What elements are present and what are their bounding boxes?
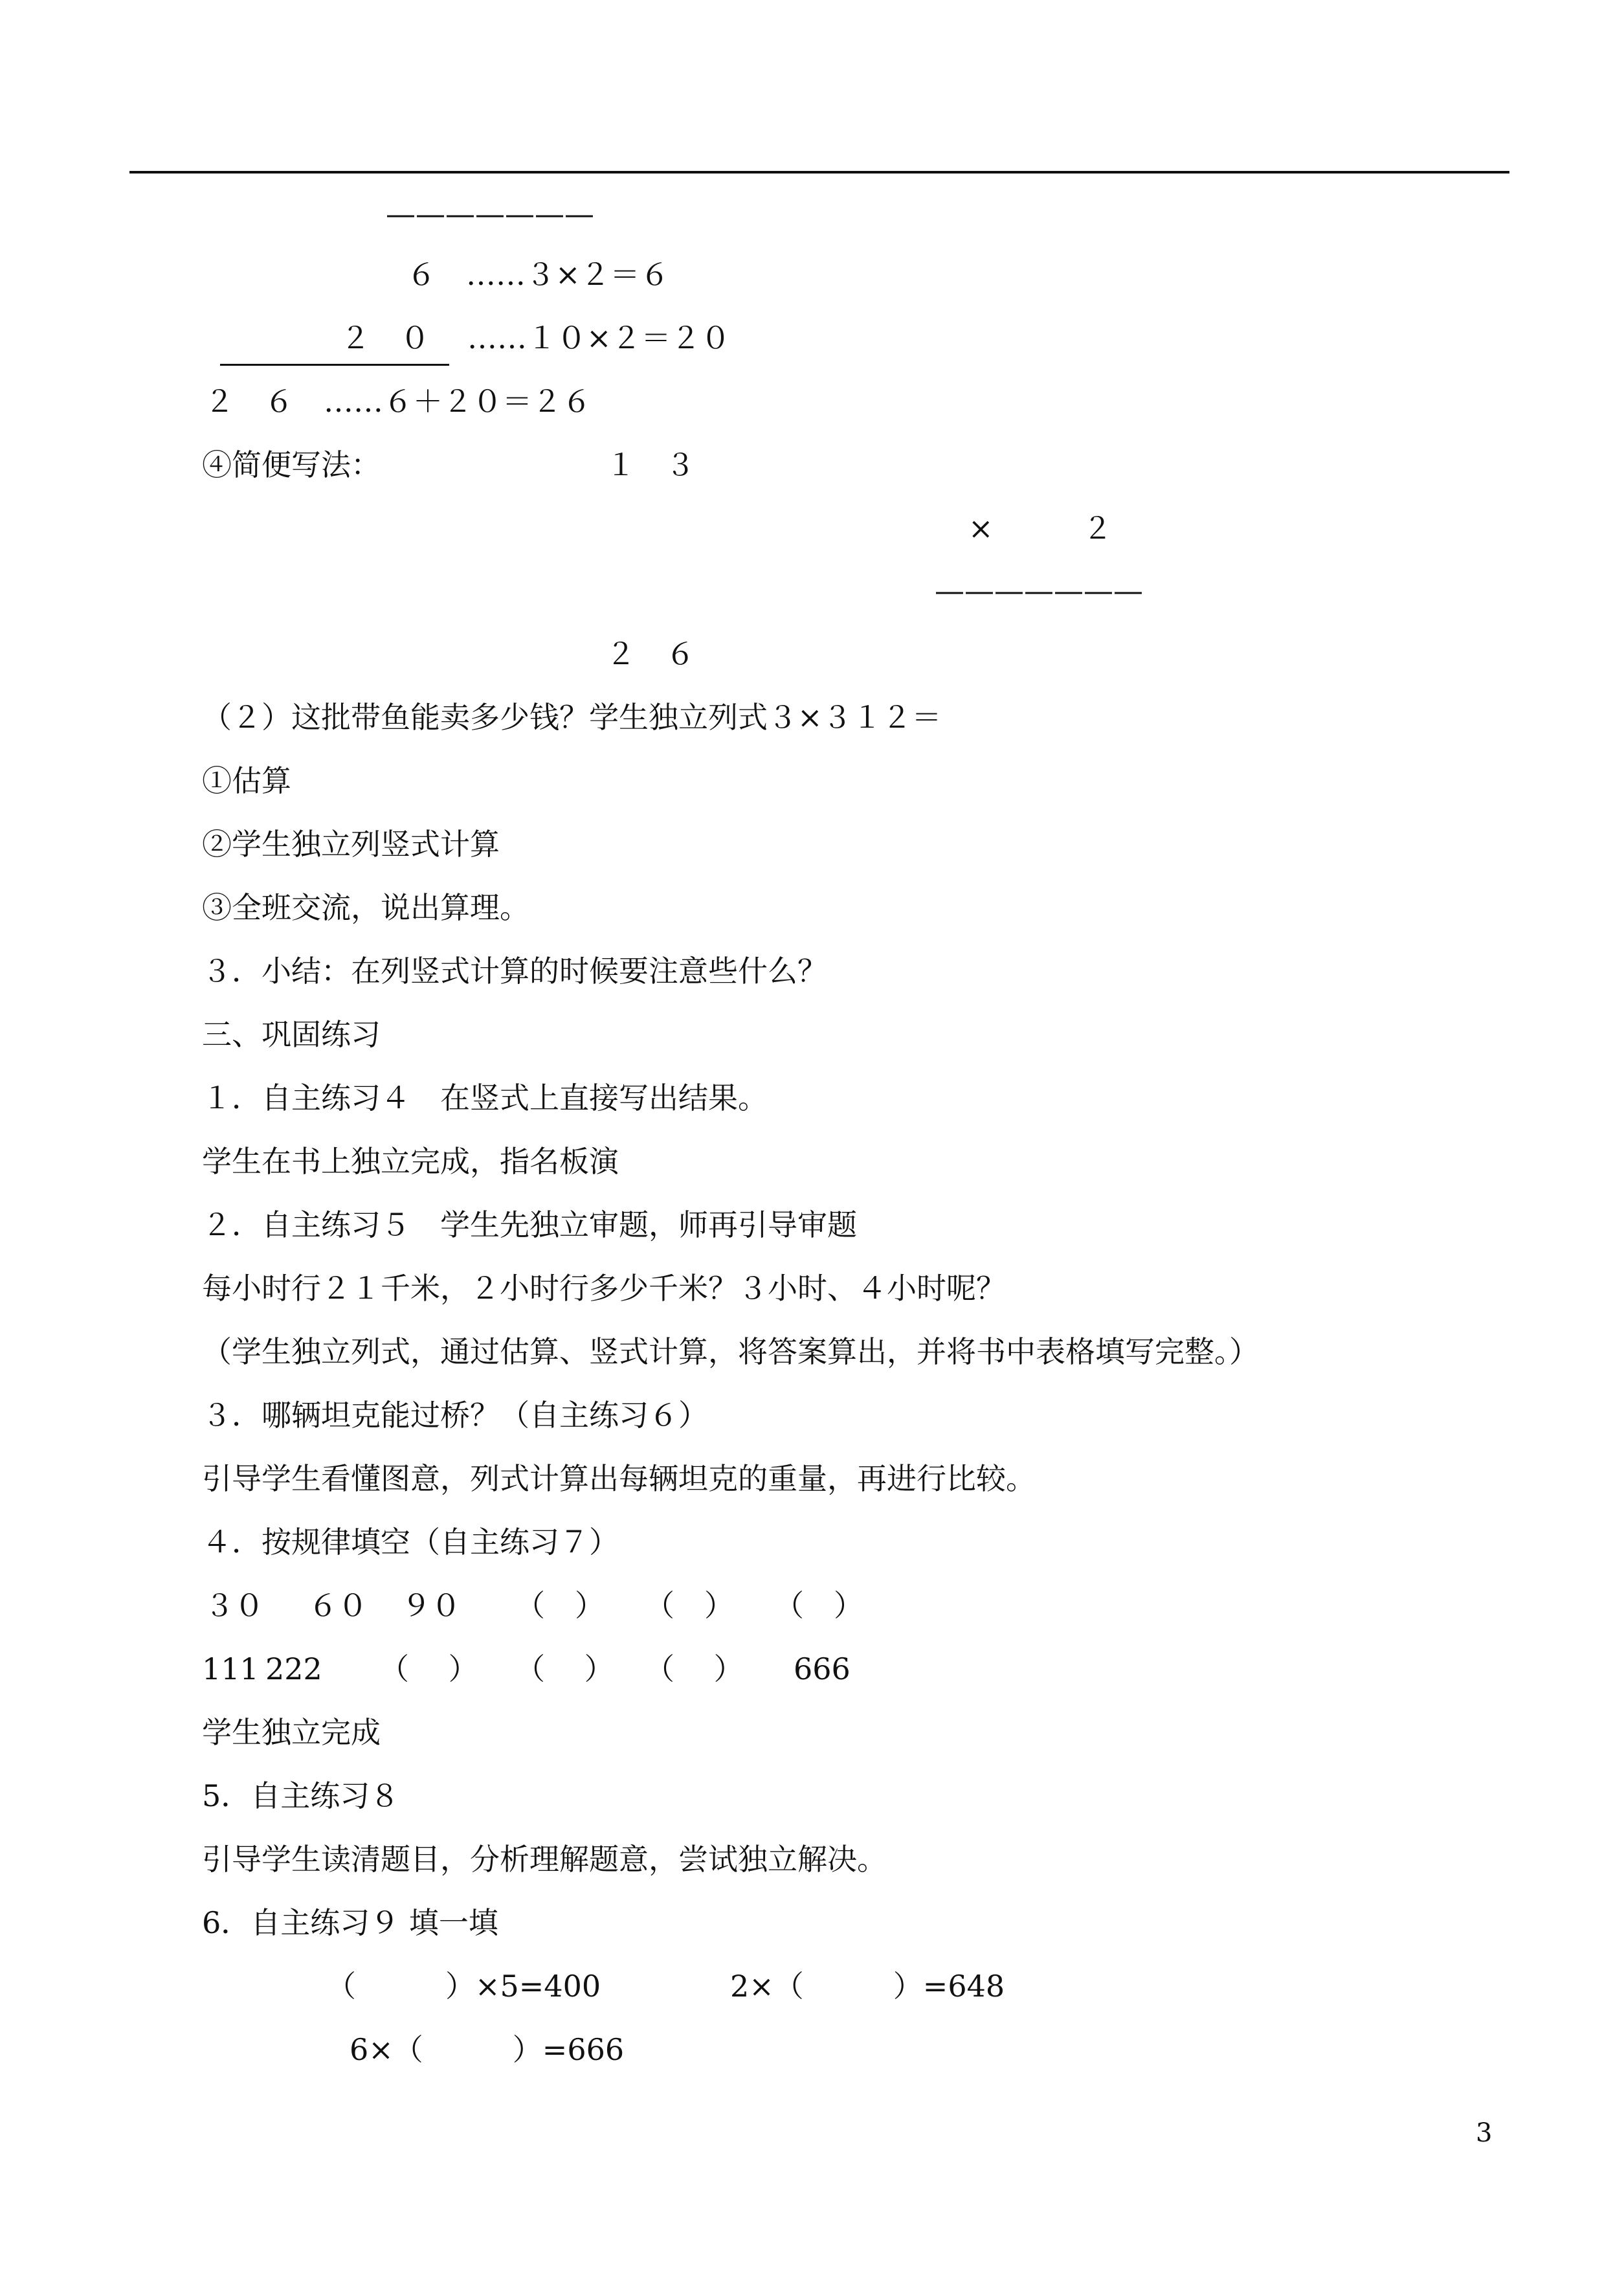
text-line: 6．自主练习９ 填一填 (202, 1905, 498, 1940)
sequence-item: 222 (265, 1651, 322, 1686)
sequence-blank: （ ） (645, 1588, 734, 1623)
calc-dash-top: ——————— (386, 196, 594, 231)
sequence-item: ３０ (205, 1588, 264, 1623)
text-line: ③全班交流，说出算理。 (202, 890, 529, 925)
fill-equation-1: （ ）×5=400 (326, 1969, 601, 2004)
simple-result: ２ ６ (606, 636, 695, 671)
text-line: 每小时行２１千米，２小时行多少千米？３小时、４小时呢？ (202, 1271, 1006, 1306)
sequence-item: 111 (202, 1651, 259, 1686)
sequence-blank: （ ） (645, 1651, 744, 1686)
text-line: （学生独立列式，通过估算、竖式计算，将答案算出，并将书中表格填写完整。） (202, 1334, 1259, 1369)
sequence-item: ６０ (308, 1588, 368, 1623)
sequence-blank: （ ） (774, 1588, 863, 1623)
sequence-item: ９０ (401, 1588, 461, 1623)
text-line: ３．小结：在列竖式计算的时候要注意些什么？ (202, 954, 827, 989)
header-rule (129, 171, 1509, 173)
calc-row-2-detail: ……１０×２＝２０ (467, 320, 731, 355)
text-line: ４．按规律填空（自主练习７） (202, 1525, 619, 1560)
fill-equation-2: 2×（ ）=648 (730, 1969, 1005, 2004)
text-line: 学生在书上独立完成，指名板演 (202, 1144, 619, 1179)
text-line: 引导学生读清题目，分析理解题意，尝试独立解决。 (202, 1842, 887, 1877)
simple-label: ④简便写法： (202, 447, 381, 482)
simple-top-number: １ ３ (606, 447, 695, 482)
fill-equation-3: 6×（ ）=666 (350, 2032, 625, 2067)
section-heading: 三、巩固练习 (202, 1017, 381, 1052)
calc-row-2-top: ２ ０ (340, 320, 430, 355)
text-line: 学生独立完成 (202, 1715, 381, 1750)
calc-underline (220, 364, 449, 366)
sequence-blank: （ ） (379, 1651, 478, 1686)
text-line: １．自主练习４ 在竖式上直接写出结果。 (202, 1080, 768, 1115)
simple-multiplier: × ２ (968, 511, 1113, 546)
calc-row-1: ６ ……３×２＝６ (406, 257, 670, 292)
sequence-blank: （ ） (515, 1588, 605, 1623)
sequence-blank: （ ） (515, 1651, 614, 1686)
text-line: 引导学生看懂图意，列式计算出每辆坦克的重量，再进行比较。 (202, 1461, 1036, 1496)
text-line: ②学生独立列竖式计算 (202, 827, 500, 862)
text-line: ３．哪辆坦克能过桥？（自主练习６） (202, 1398, 708, 1433)
calc-row-3: ２ ６ ……６＋２０＝２６ (205, 384, 592, 419)
text-line: ①估算 (202, 763, 291, 798)
text-line: ２．自主练习５ 学生先独立审题，师再引导审题 (202, 1207, 857, 1242)
simple-dash: ——————— (935, 573, 1143, 608)
text-line: 5．自主练习８ (202, 1778, 400, 1813)
page-number: 3 (1476, 2118, 1493, 2148)
text-line: （２）这批带鱼能卖多少钱？学生独立列式３×３１２＝ (202, 700, 942, 735)
sequence-item: 666 (794, 1651, 851, 1686)
